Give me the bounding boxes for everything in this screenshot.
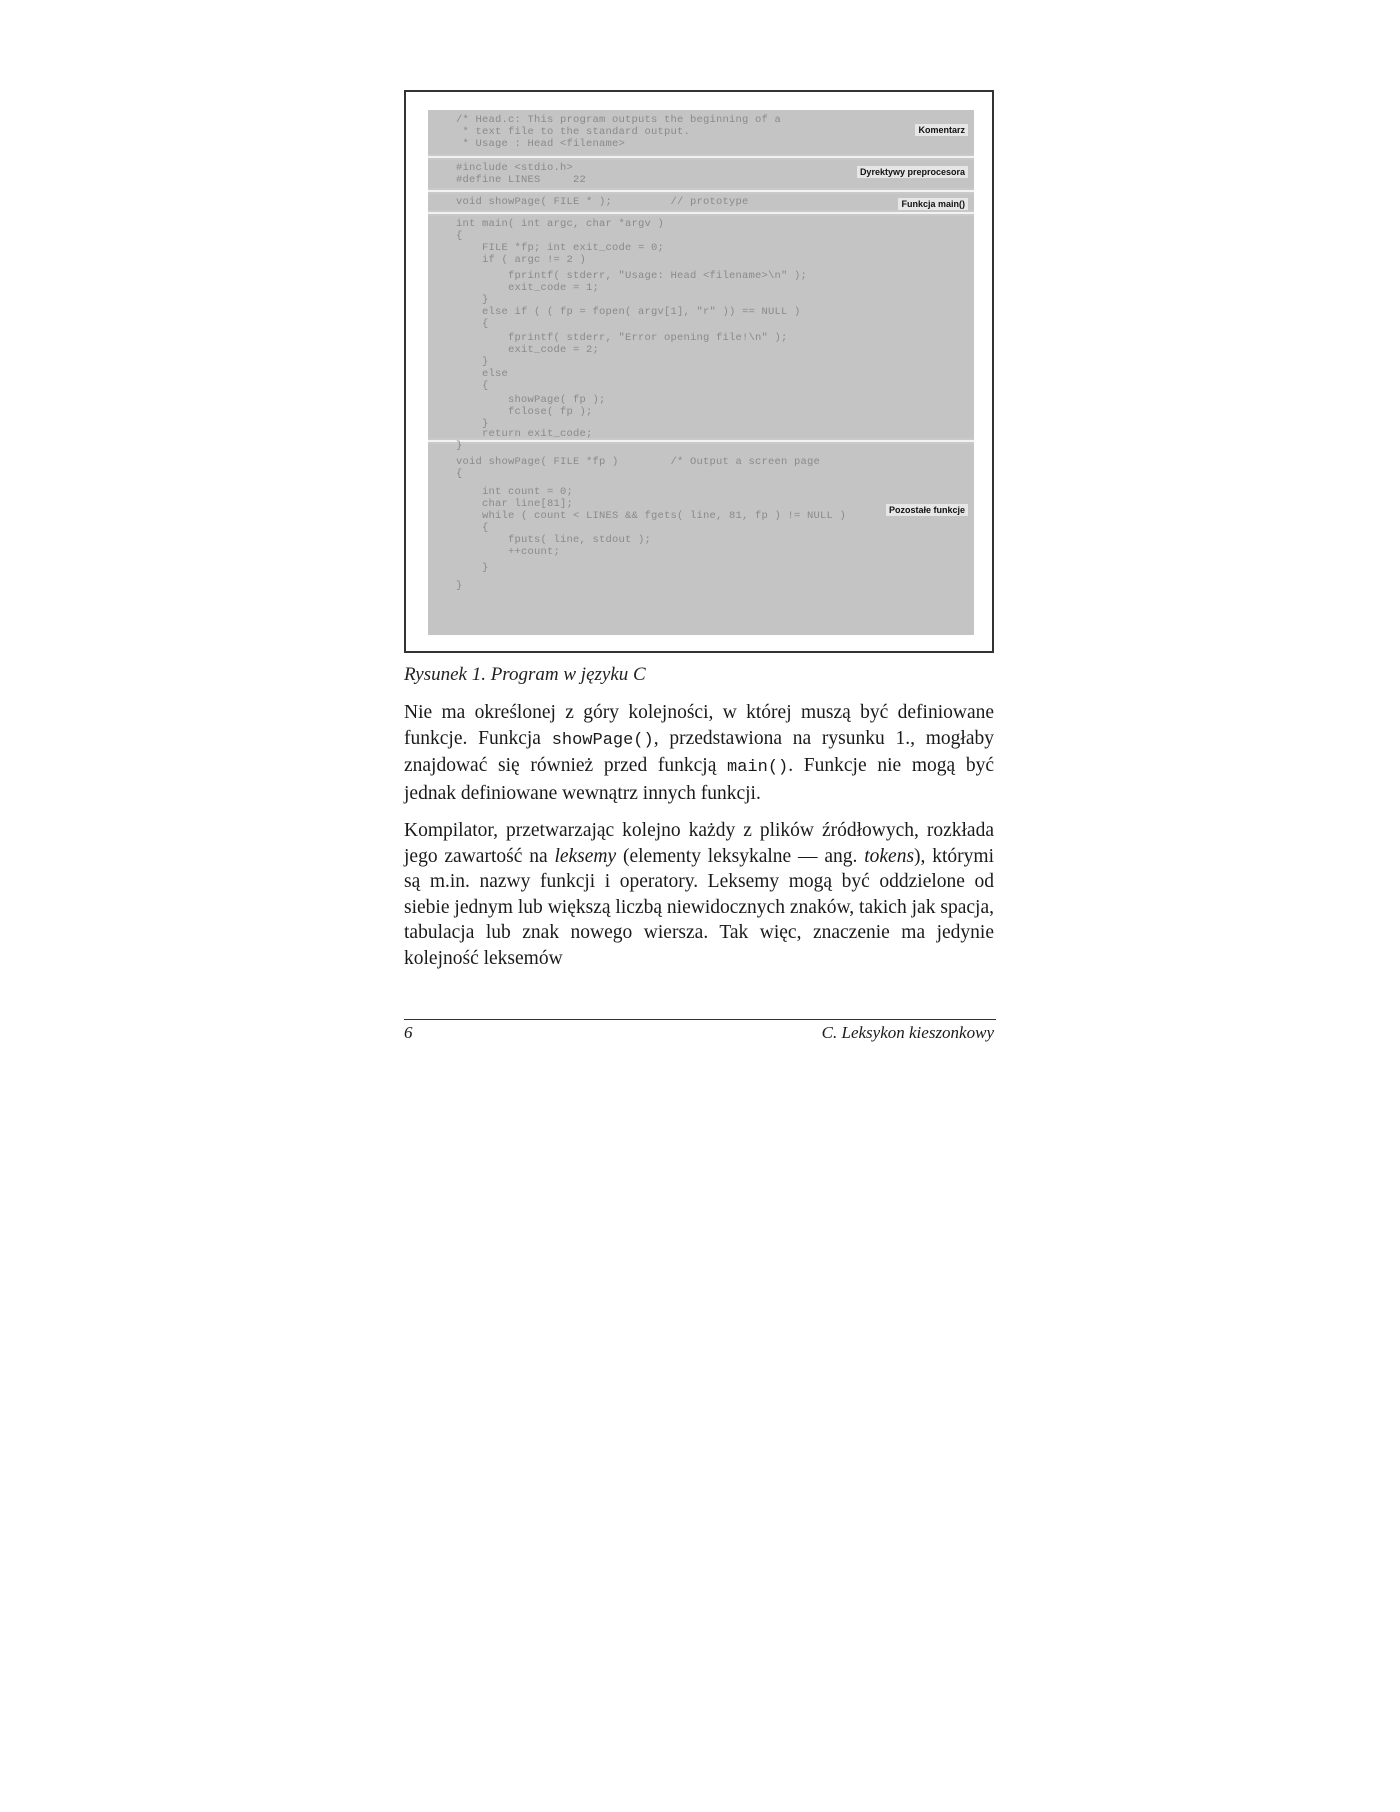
code-line: fprintf( stderr, "Usage: Head <filename>\n" ); [456, 270, 808, 282]
code-line: #include <stdio.h> [456, 162, 574, 174]
p2-term-leksemy: leksemy [554, 845, 617, 867]
code-line: { [456, 468, 463, 480]
footer-rule [404, 1019, 996, 1020]
p1-text: Nie ma określonej z góry kolejności, w której muszą być definiowane funkcje. Funkcja [404, 702, 994, 749]
code-line: } [456, 580, 463, 592]
code-line: int main( int argc, char *argv ) [456, 218, 665, 230]
p2-term-tokens: tokens [864, 845, 915, 867]
code-line: { [456, 522, 489, 534]
running-title: C. Leksykon kieszonkowy [821, 1023, 994, 1042]
page-number: 6 [404, 1023, 413, 1042]
code-line: int count = 0; [456, 486, 574, 498]
code-line: fprintf( stderr, "Error opening file!\n" ); [456, 332, 788, 344]
code-line: else [456, 368, 509, 380]
code-line: * text file to the standard output. [456, 126, 691, 138]
code-line: { [456, 380, 489, 392]
code-line: FILE *fp; int exit_code = 0; [456, 242, 665, 254]
tag-other-functions: Pozostałe funkcje [886, 504, 968, 516]
code-line: ++count; [456, 546, 561, 558]
code-line: char line[81]; [456, 498, 574, 510]
p2-text: Kompilator, przetwarzając kolejno każdy z plików źródłowych, rozkłada jego zawartość na [404, 820, 994, 867]
code-line: void showPage( FILE * ); // prototype [456, 196, 749, 208]
separator [428, 156, 974, 158]
code-line: exit_code = 2; [456, 344, 600, 356]
code-line: } [456, 294, 489, 306]
code-line: while ( count < LINES && fgets( line, 81, fp ) != NULL ) [456, 510, 847, 522]
code-line: void showPage( FILE *fp ) /* Output a screen page [456, 456, 821, 468]
code-listing [428, 110, 974, 635]
figure-frame [404, 90, 994, 653]
tag-comment: Komentarz [915, 124, 968, 136]
code-line: return exit_code; [456, 428, 593, 440]
separator [428, 440, 974, 442]
code-line: if ( argc != 2 ) [456, 254, 587, 266]
p2-text: ), którymi są m.in. nazwy funkcji i operatory. Leksemy mogą być oddzielone od siebie jednym lub większą liczbą niewidocznych znaków, takich jak spacja, tabulacja lub znak nowego wiersza. Tak więc, znaczenie ma jedynie kolejność leksemów [404, 845, 994, 969]
code-line: exit_code = 1; [456, 282, 600, 294]
code-line: #define LINES 22 [456, 174, 587, 186]
code-line: } [456, 356, 489, 368]
paragraph-2 [404, 818, 994, 971]
p1-text: , przedstawiona na rysunku 1., mogłaby znajdować się również przed funkcją [404, 727, 994, 776]
code-line: { [456, 230, 463, 242]
code-line: fclose( fp ); [456, 406, 593, 418]
tag-preprocessor: Dyrektywy preprocesora [857, 166, 968, 178]
separator [428, 212, 974, 214]
p1-code-showpage: showPage() [551, 730, 654, 750]
code-line: fputs( line, stdout ); [456, 534, 652, 546]
code-line: } [456, 440, 463, 452]
p1-text: . Funkcje nie mogą być jednak definiowane wewnątrz innych funkcji. [404, 755, 994, 804]
p1-code-main: main() [727, 758, 789, 777]
paragraph-1 [404, 700, 994, 806]
code-line: } [456, 418, 489, 430]
p2-text: (elementy leksykalne — ang. [616, 845, 865, 867]
code-line: } [456, 562, 489, 574]
code-line: { [456, 318, 489, 330]
code-line: else if ( ( fp = fopen( argv[1], "r" )) == NULL ) [456, 306, 801, 318]
code-line: /* Head.c: This program outputs the beginning of a [456, 114, 782, 126]
code-line: showPage( fp ); [456, 394, 606, 406]
tag-main: Funkcja main() [898, 198, 968, 210]
figure-caption: Rysunek 1. Program w języku C [404, 664, 646, 685]
separator [428, 190, 974, 192]
code-line: * Usage : Head <filename> [456, 138, 626, 150]
